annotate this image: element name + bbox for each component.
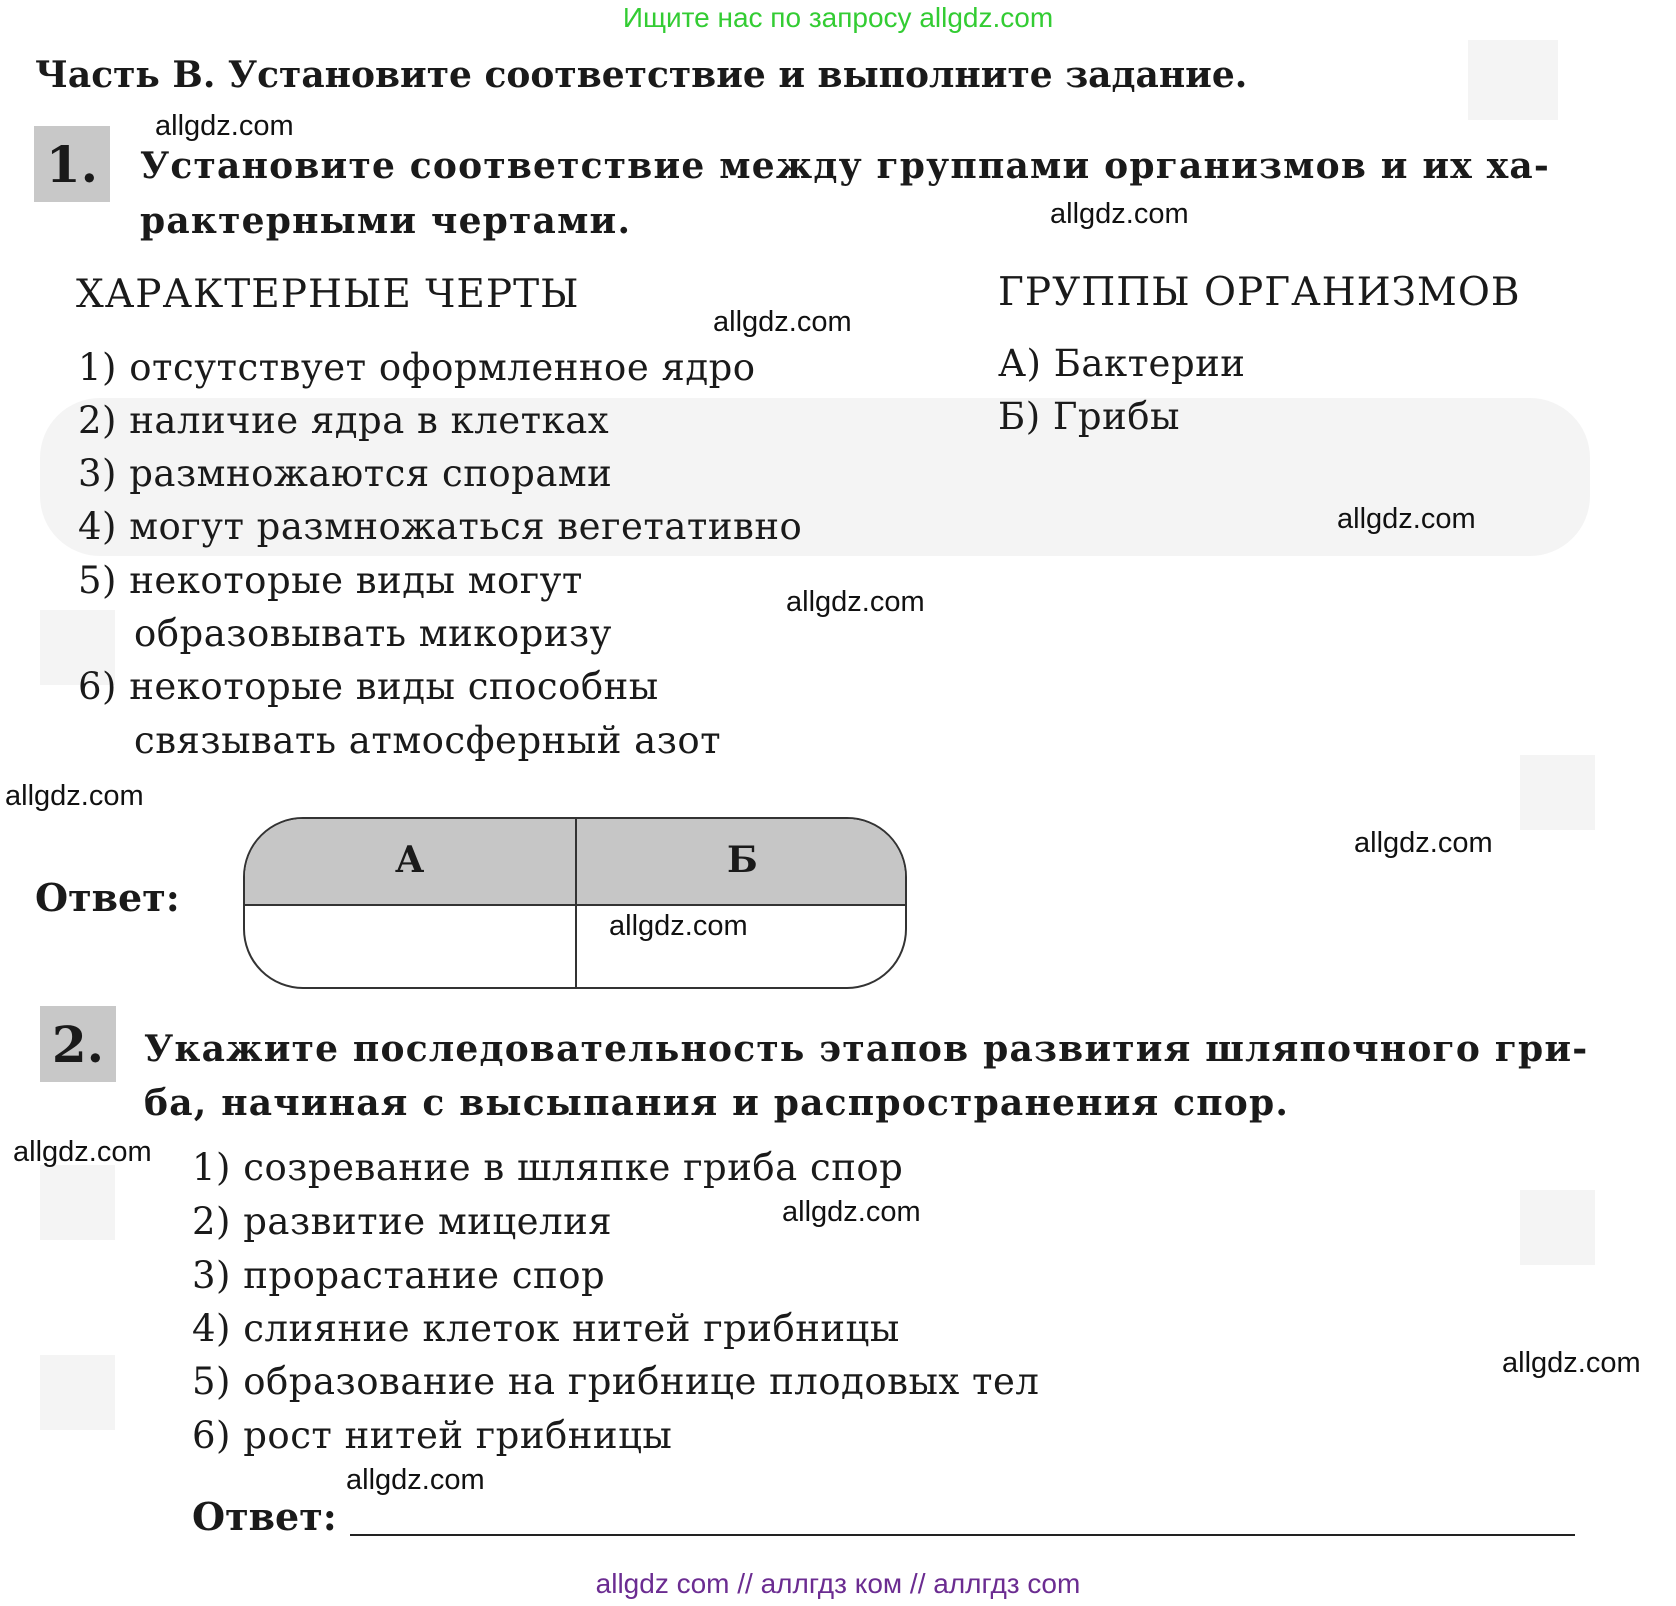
step-item: 4) слияние клеток нитей грибницы: [192, 1307, 900, 1350]
feature-item: 4) могут размножаться вегетативно: [78, 505, 803, 548]
watermark: allgdz.com: [5, 780, 144, 812]
watermark: allgdz.com: [786, 586, 925, 618]
question-2-text-line1: Укажите последовательность этапов развития шляпочного гри-: [144, 1028, 1589, 1070]
watermark: allgdz.com: [782, 1196, 921, 1228]
top-banner[interactable]: Ищите нас по запросу allgdz.com: [622, 2, 1054, 33]
feature-item: 3) размножаются спорами: [78, 452, 613, 495]
ghost-shape: [1520, 1190, 1595, 1265]
ghost-shape: [1468, 40, 1558, 120]
answer-label-q1: Ответ:: [35, 875, 180, 920]
features-header: ХАРАКТЕРНЫЕ ЧЕРТЫ: [76, 272, 580, 317]
bottom-banner[interactable]: allgdz com // аллгдз ком // аллгдз com: [595, 1568, 1081, 1599]
answer-label-q2: Ответ:: [192, 1494, 337, 1539]
answer-cell-a[interactable]: [245, 906, 575, 987]
ghost-shape: [40, 1165, 115, 1240]
watermark: allgdz.com: [155, 110, 294, 142]
step-item: 2) развитие мицелия: [192, 1200, 613, 1243]
answer-col-b: Б: [727, 839, 758, 881]
step-item: 5) образование на грибнице плодовых тел: [192, 1360, 1040, 1403]
question-1-number: 1.: [34, 126, 110, 202]
answer-line-q2[interactable]: [350, 1534, 1575, 1536]
feature-item: 5) некоторые виды могут: [78, 559, 583, 602]
ghost-shape: [1520, 755, 1595, 830]
feature-item-continuation: образовывать микоризу: [134, 612, 612, 655]
watermark: allgdz.com: [1050, 198, 1189, 230]
ghost-shape: [40, 1355, 115, 1430]
watermark: allgdz.com: [1337, 503, 1476, 535]
groups-header: ГРУППЫ ОРГАНИЗМОВ: [998, 270, 1521, 315]
watermark: allgdz.com: [713, 306, 852, 338]
feature-item: 2) наличие ядра в клетках: [78, 399, 610, 442]
question-1-text-line2: рактерными чертами.: [140, 200, 632, 242]
watermark: allgdz.com: [13, 1136, 152, 1168]
step-item: 3) прорастание спор: [192, 1254, 606, 1297]
watermark: allgdz.com: [1502, 1347, 1641, 1379]
question-2-text-line2: ба, начиная с высыпания и распространения спор.: [144, 1082, 1290, 1124]
answer-table-q1: [243, 817, 907, 989]
step-item: 6) рост нитей грибницы: [192, 1414, 673, 1457]
question-1-text-line1: Установите соответствие между группами организмов и их ха-: [140, 145, 1551, 187]
feature-item: 1) отсутствует оформленное ядро: [78, 346, 756, 389]
step-item: 1) созревание в шляпке гриба спор: [192, 1146, 904, 1189]
part-title: Часть В. Установите соответствие и выполните задание.: [35, 54, 1248, 96]
group-item-fungi: Б) Грибы: [998, 395, 1180, 438]
answer-col-a: А: [395, 839, 425, 881]
feature-item-continuation: связывать атмосферный азот: [134, 719, 722, 762]
watermark: allgdz.com: [1354, 827, 1493, 859]
watermark: allgdz.com: [609, 910, 748, 942]
group-item-bacteria: А) Бактерии: [998, 342, 1246, 385]
watermark: allgdz.com: [346, 1464, 485, 1496]
question-2-number: 2.: [40, 1006, 116, 1082]
feature-item: 6) некоторые виды способны: [78, 665, 659, 708]
